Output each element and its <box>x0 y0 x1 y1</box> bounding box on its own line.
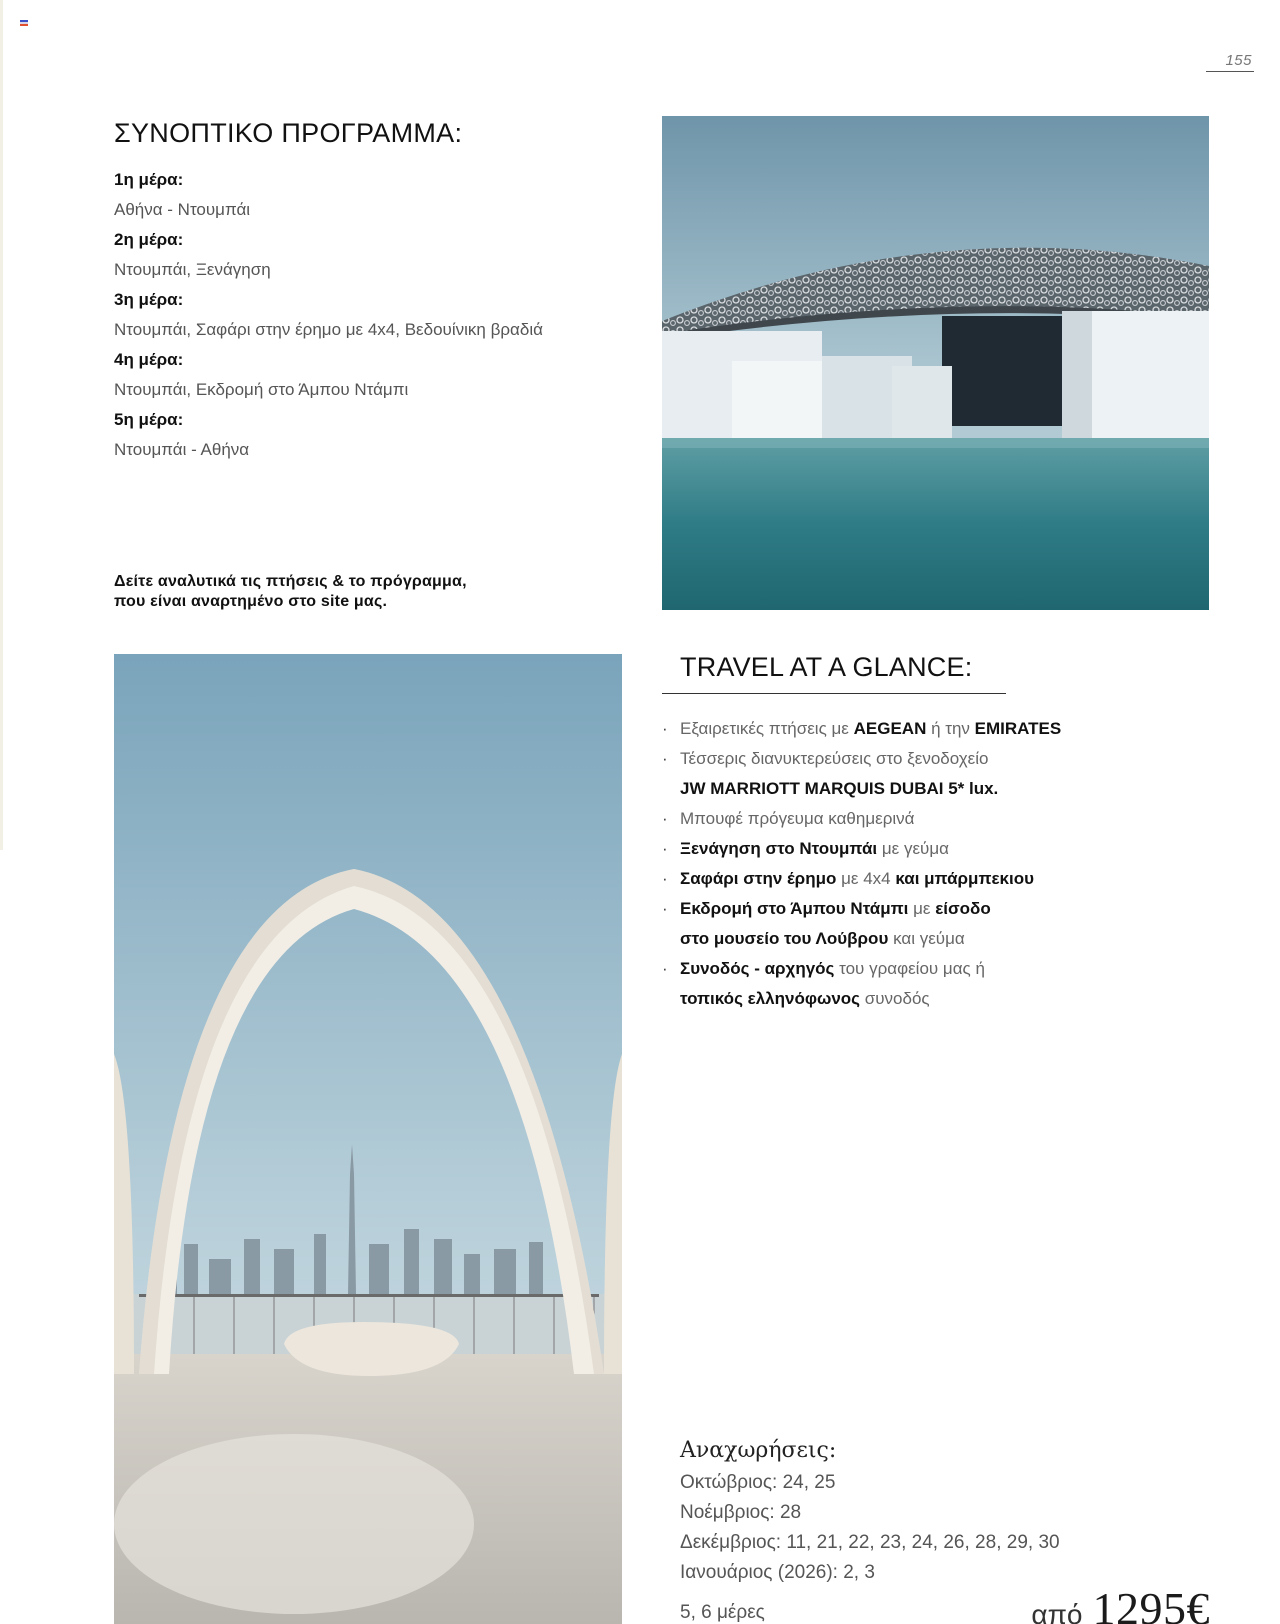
glance-strong: Συνοδός - αρχηγός <box>680 959 835 978</box>
price-prefix: από <box>1031 1599 1083 1624</box>
glance-title: TRAVEL AT A GLANCE: <box>680 652 973 682</box>
glance-strong: JW MARRIOTT MARQUIS DUBAI 5* lux. <box>680 779 999 798</box>
bullet-icon: · <box>662 899 668 918</box>
day-desc: Ντουμπάι, Σαφάρι στην έρημο με 4x4, Βεδουίνικη βραδιά <box>114 320 543 339</box>
glance-text: Εξαιρετικές πτήσεις με <box>680 719 854 738</box>
glance-text: Τέσσερις διανυκτερεύσεις στο ξενοδοχείο <box>680 749 989 768</box>
day-desc: Αθήνα - Ντουμπάι <box>114 200 251 219</box>
day-label: 2η μέρα: <box>114 230 184 249</box>
departure-line: Ιανουάριος (2026): 2, 3 <box>680 1562 875 1583</box>
travel-at-a-glance <box>662 652 1222 1014</box>
glance-text: συνοδός <box>860 989 930 1008</box>
day-label: 4η μέρα: <box>114 350 184 369</box>
bullet-icon: · <box>662 869 668 888</box>
glance-strong: Εκδρομή στο Άμπου Ντάμπι <box>680 899 909 918</box>
louvre-abu-dhabi-photo <box>662 116 1209 610</box>
glance-strong: Σαφάρι στην έρημο <box>680 869 837 888</box>
glance-list <box>662 714 1222 1014</box>
departures-title: Αναχωρήσεις: <box>680 1438 837 1463</box>
page-edge-strip <box>0 0 3 850</box>
flag-icon <box>20 20 28 26</box>
program-note-line: Δείτε αναλυτικά τις πτήσεις & το πρόγραμμα, <box>114 573 467 590</box>
day-desc: Ντουμπάι, Εκδρομή στο Άμπου Ντάμπι <box>114 380 409 399</box>
bullet-icon: · <box>662 749 668 768</box>
departure-line: Οκτώβριος: 24, 25 <box>680 1472 836 1493</box>
glance-text: και γεύμα <box>888 929 965 948</box>
day-desc: Ντουμπάι, Ξενάγηση <box>114 260 271 279</box>
price-value: 1295€ <box>1092 1583 1210 1624</box>
bullet-icon: · <box>662 719 668 738</box>
page-number-rule <box>1206 71 1254 72</box>
glance-text: με γεύμα <box>877 839 949 858</box>
glance-item-tour <box>662 834 1222 864</box>
glance-strong: και μπάρμπεκιου <box>895 869 1035 888</box>
glance-strong: στο μουσείο του Λούβρου <box>680 929 889 948</box>
page-number: 155 <box>1225 52 1252 69</box>
glance-strong: EMIRATES <box>974 719 1062 738</box>
program-note-line: που είναι αναρτημένο στο site μας. <box>114 593 388 610</box>
day-desc: Ντουμπάι - Αθήνα <box>114 440 250 459</box>
glance-text: ή την <box>926 719 975 738</box>
departure-line: Νοέμβριος: 28 <box>680 1502 802 1523</box>
dubai-arch-photo <box>114 654 622 1624</box>
glance-strong: Ξενάγηση στο Ντουμπάι <box>680 839 878 858</box>
bullet-icon: · <box>662 959 668 978</box>
trip-duration: 5, 6 μέρες <box>680 1602 765 1623</box>
day-label: 1η μέρα: <box>114 170 184 189</box>
departure-line: Δεκέμβριος: 11, 21, 22, 23, 24, 26, 28, 29, 30 <box>680 1532 1060 1553</box>
bullet-icon: · <box>662 809 668 828</box>
departures-section <box>680 1434 1100 1588</box>
glance-strong: είσοδο <box>935 899 991 918</box>
glance-text: του γραφείου μας ή <box>834 959 985 978</box>
glance-item-safari <box>662 864 1222 894</box>
glance-text: με <box>908 899 936 918</box>
glance-text: Μπουφέ πρόγευμα καθημερινά <box>680 809 915 828</box>
price-tag <box>1031 1582 1210 1624</box>
glance-title-rule <box>662 693 1006 694</box>
program-title: ΣΥΝΟΠΤΙΚΟ ΠΡΟΓΡΑΜΜΑ: <box>114 118 463 148</box>
glance-item-flights <box>662 714 1222 744</box>
program-section <box>114 118 644 465</box>
glance-item-breakfast <box>662 804 1222 834</box>
program-note <box>114 572 467 612</box>
glance-item-guide <box>662 954 1222 1014</box>
glance-text: με 4x4 <box>836 869 896 888</box>
bullet-icon: · <box>662 839 668 858</box>
glance-item-excursion <box>662 894 1222 954</box>
glance-strong: AEGEAN <box>853 719 927 738</box>
day-label: 5η μέρα: <box>114 410 184 429</box>
day-label: 3η μέρα: <box>114 290 184 309</box>
glance-strong: τοπικός ελληνόφωνος <box>680 989 861 1008</box>
glance-item-hotel <box>662 744 1222 804</box>
